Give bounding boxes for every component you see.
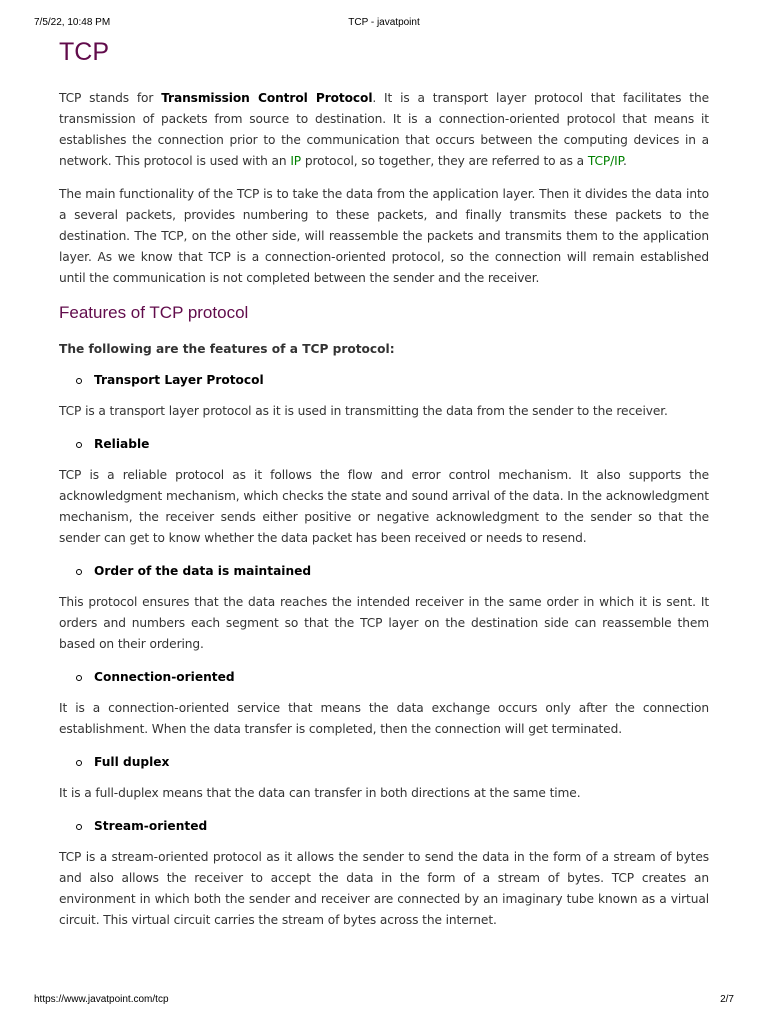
- circle-bullet-icon: [76, 569, 82, 575]
- feature-title-text: Connection-oriented: [94, 670, 235, 684]
- feature-title: [59, 434, 709, 455]
- print-url: https://www.javatpoint.com/tcp: [34, 994, 169, 1005]
- functionality-paragraph: The main functionality of the TCP is to take the data from the application layer. Then it divides the data into a several packets, provides numbering to these packets, and finally transmits these packets to the destination. The TCP, on the other side, will reassemble the packets and transmits them to the application layer. As we know that TCP is a connection-oriented protocol, so the connection will remain established until the communication is not completed between the sender and the receiver.: [59, 187, 709, 285]
- intro-text-4: .: [622, 154, 627, 168]
- circle-bullet-icon: [76, 760, 82, 766]
- print-page-title: TCP - javatpoint: [348, 17, 420, 28]
- print-page-number: 2/7: [720, 994, 734, 1005]
- feature-description: It is a connection-oriented service that means the data exchange occurs only after the connection establishment. When the data transfer is completed, then the connection will get terminated.: [59, 701, 709, 736]
- feature-title: [59, 667, 709, 688]
- feature-title-text: Stream-oriented: [94, 819, 208, 833]
- feature-item-6: [59, 816, 709, 837]
- feature-title-text: Full duplex: [94, 755, 170, 769]
- article-content: [59, 36, 709, 943]
- features-intro: The following are the features of a TCP protocol:: [59, 342, 395, 356]
- feature-item-4: [59, 667, 709, 688]
- page-title: TCP: [59, 38, 109, 66]
- circle-bullet-icon: [76, 442, 82, 448]
- intro-paragraph: [59, 88, 709, 172]
- circle-bullet-icon: [76, 824, 82, 830]
- feature-title-text: Order of the data is maintained: [94, 564, 312, 578]
- feature-title: [59, 752, 709, 773]
- feature-description: TCP is a reliable protocol as it follows the flow and error control mechanism. It also supports the acknowledgment mechanism, which checks the state and sound arrival of the data. In the acknowledgment mechanism, the receiver sends either positive or negative acknowledgment to the sender so that the sender can get to know whether the data packet has been received or needs to resend.: [59, 468, 709, 545]
- tcp-ip-link[interactable]: TCP/IP: [587, 154, 623, 168]
- print-datetime: 7/5/22, 10:48 PM: [34, 17, 111, 28]
- ip-link[interactable]: IP: [290, 154, 302, 168]
- feature-description: TCP is a transport layer protocol as it is used in transmitting the data from the sender to the receiver.: [59, 404, 668, 418]
- intro-text-2: . It is a transport layer protocol that facilitates the transmission of packets from source to destination. It is a connection-oriented protocol that means it establishes the connection prior to the communication that occurs between the computing devices in a network. This protocol is used with an: [59, 91, 709, 168]
- feature-description: TCP is a stream-oriented protocol as it allows the sender to send the data in the form of a stream of bytes and also allows the receiver to accept the data in the form of a stream of bytes. TCP creates an environment in which both the sender and receiver are connected by an imaginary tube known as a virtual circuit. This virtual circuit carries the stream of bytes across the internet.: [59, 850, 709, 927]
- feature-title: [59, 370, 709, 391]
- feature-description: This protocol ensures that the data reaches the intended receiver in the same order in which it is sent. It orders and numbers each segment so that the TCP layer on the destination side can reassemble them based on their ordering.: [59, 595, 709, 651]
- print-footer: [34, 994, 734, 1008]
- feature-item-2: [59, 434, 709, 455]
- print-header: [34, 17, 734, 31]
- features-heading: Features of TCP protocol: [59, 303, 249, 322]
- feature-title: [59, 561, 709, 582]
- intro-text-1: TCP stands for: [59, 91, 162, 105]
- feature-item-5: [59, 752, 709, 773]
- feature-title-text: Reliable: [94, 437, 150, 451]
- intro-bold-term: Transmission Control Protocol: [161, 91, 373, 105]
- feature-item-3: [59, 561, 709, 582]
- feature-description: It is a full-duplex means that the data can transfer in both directions at the same time.: [59, 786, 581, 800]
- feature-item-1: [59, 370, 709, 391]
- feature-title-text: Transport Layer Protocol: [94, 373, 264, 387]
- intro-text-3: protocol, so together, they are referred to as a: [301, 154, 588, 168]
- feature-title: [59, 816, 709, 837]
- circle-bullet-icon: [76, 378, 82, 384]
- circle-bullet-icon: [76, 675, 82, 681]
